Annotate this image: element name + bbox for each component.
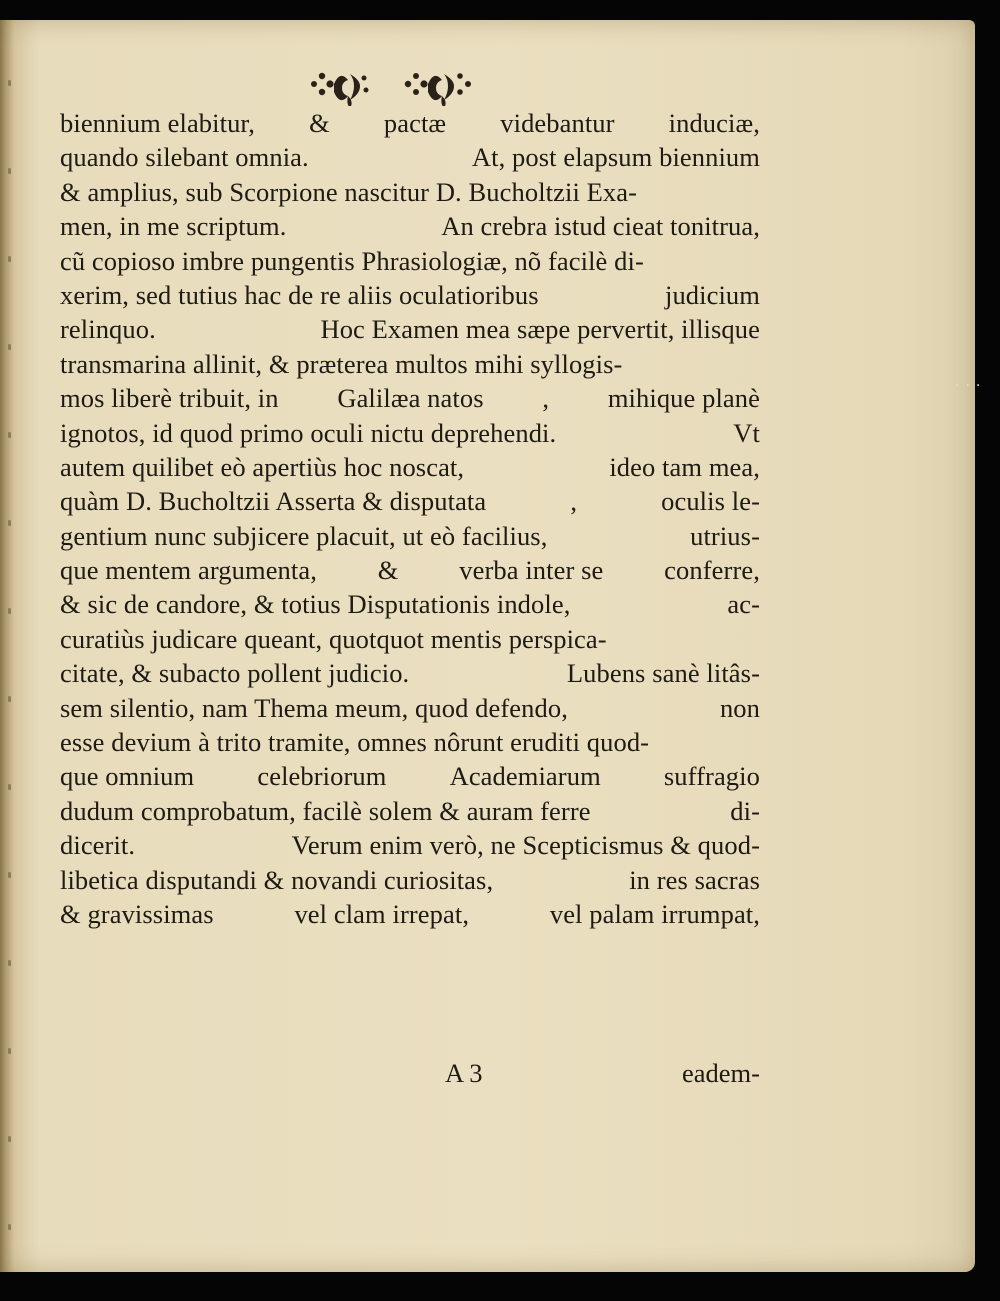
text-segment: que omnium bbox=[60, 761, 195, 792]
text-line bbox=[60, 519, 760, 553]
text-line bbox=[60, 794, 760, 828]
text-segment: sem silentio, nam Thema meum, quod defendo, bbox=[60, 692, 568, 723]
binding-dot bbox=[8, 1048, 11, 1054]
text-segment: oculis le- bbox=[661, 486, 760, 517]
text-segment: transmarina allinit, & præterea multos mihi syllogis- bbox=[60, 348, 623, 379]
text-segment: & bbox=[309, 108, 330, 138]
text-segment: quàm D. Bucholtzii Asserta & disputata bbox=[60, 486, 487, 517]
text-line bbox=[60, 278, 760, 312]
text-segment: biennium elabitur, bbox=[60, 108, 256, 138]
text-line bbox=[60, 484, 760, 518]
binding-dot bbox=[8, 80, 11, 86]
text-segment: ac- bbox=[727, 589, 760, 620]
text-segment: relinquo. bbox=[60, 314, 156, 345]
binding-dot bbox=[8, 608, 11, 614]
text-segment: mos liberè tribuit, in bbox=[60, 383, 279, 414]
text-segment: & sic de candore, & totius Disputationis indole, bbox=[60, 589, 571, 620]
text-segment: Vt bbox=[733, 417, 760, 448]
text-segment: & amplius, sub Scorpione nascitur D. Bucholtzii Exa- bbox=[60, 176, 638, 207]
text-segment: , bbox=[542, 383, 550, 414]
text-segment: non bbox=[719, 692, 760, 723]
text-line bbox=[60, 450, 760, 484]
text-line bbox=[60, 140, 760, 174]
text-segment: in res sacras bbox=[629, 864, 760, 895]
binding-dot bbox=[8, 432, 11, 438]
text-segment: videbantur bbox=[500, 108, 615, 138]
text-segment: quando silebant omnia. bbox=[60, 142, 309, 173]
text-segment: Academiarum bbox=[449, 761, 601, 792]
text-segment: curatiùs judicare queant, quotquot mentis perspica- bbox=[60, 623, 607, 654]
text-segment: dicerit. bbox=[60, 830, 136, 861]
binding-dot bbox=[8, 256, 11, 262]
text-line bbox=[60, 725, 760, 759]
text-segment: ideo tam mea, bbox=[609, 451, 760, 482]
text-segment: Lubens sanè litâs- bbox=[566, 658, 760, 689]
edge-marks: ··· bbox=[955, 378, 987, 394]
text-segment: mihique planè bbox=[607, 383, 760, 414]
text-line bbox=[60, 897, 760, 931]
ornament-headpiece-icon bbox=[298, 62, 488, 106]
text-segment: ignotos, id quod primo oculi nictu deprehendi. bbox=[60, 417, 557, 448]
text-segment: que mentem argumenta, bbox=[60, 555, 317, 586]
text-line bbox=[60, 244, 760, 278]
text-segment: dudum comprobatum, facilè solem & auram ferre bbox=[60, 795, 591, 826]
text-line bbox=[60, 622, 760, 656]
text-segment: & gravissimas bbox=[60, 898, 214, 929]
binding-dot bbox=[8, 872, 11, 878]
text-segment: An crebra istud cieat tonitrua, bbox=[441, 211, 760, 242]
text-line bbox=[60, 209, 760, 243]
text-segment: vel clam irrepat, bbox=[294, 898, 470, 929]
text-segment: utrius- bbox=[690, 520, 760, 551]
catchword: eadem- bbox=[682, 1058, 760, 1088]
binding-dot bbox=[8, 696, 11, 702]
binding-dot bbox=[8, 344, 11, 350]
text-segment: xerim, sed tutius hac de re aliis oculatioribus bbox=[60, 279, 539, 310]
text-segment: Verum enim verò, ne Scepticismus & quod- bbox=[291, 830, 760, 861]
text-segment: conferre, bbox=[664, 555, 760, 586]
text-segment: Galilæa natos bbox=[337, 383, 484, 414]
text-segment: esse devium à trito tramite, omnes nôrunt eruditi quod- bbox=[60, 727, 650, 758]
text-segment: citate, & subacto pollent judicio. bbox=[60, 658, 410, 689]
signature-mark: A 3 bbox=[445, 1058, 483, 1088]
binding-dot bbox=[8, 520, 11, 526]
text-line bbox=[60, 106, 760, 140]
text-segment: Hoc Examen mea sæpe pervertit, illisque bbox=[320, 314, 760, 345]
binding-dot bbox=[8, 784, 11, 790]
text-line bbox=[60, 656, 760, 690]
text-segment: celebriorum bbox=[257, 761, 387, 792]
text-segment: di- bbox=[730, 795, 760, 826]
text-line bbox=[60, 312, 760, 346]
text-segment: suffragio bbox=[663, 761, 760, 792]
binding-dot bbox=[8, 1136, 11, 1142]
binding-dot bbox=[8, 960, 11, 966]
text-segment: vel palam irrumpat, bbox=[549, 898, 760, 929]
body-text bbox=[60, 106, 760, 931]
text-line bbox=[60, 175, 760, 209]
text-segment: autem quilibet eò apertiùs hoc noscat, bbox=[60, 451, 465, 482]
text-segment: , bbox=[570, 486, 578, 517]
text-segment: & bbox=[377, 555, 399, 586]
text-segment: pactæ bbox=[383, 108, 447, 138]
binding-edge bbox=[2, 40, 18, 1290]
text-segment: men, in me scriptum. bbox=[60, 211, 287, 242]
text-line bbox=[60, 587, 760, 621]
page-footer bbox=[60, 1058, 760, 1092]
text-segment: verba inter se bbox=[459, 555, 604, 586]
text-segment: libetica disputandi & novandi curiositas, bbox=[60, 864, 494, 895]
text-segment: induciæ, bbox=[668, 108, 760, 138]
text-line bbox=[60, 863, 760, 897]
text-line bbox=[60, 381, 760, 415]
binding-dot bbox=[8, 1224, 11, 1230]
text-line bbox=[60, 416, 760, 450]
text-segment: gentium nunc subjicere placuit, ut eò facilius, bbox=[60, 520, 548, 551]
text-line bbox=[60, 347, 760, 381]
text-segment: judicium bbox=[664, 279, 760, 310]
text-line bbox=[60, 553, 760, 587]
text-line bbox=[60, 759, 760, 793]
text-line bbox=[60, 828, 760, 862]
text-segment: cũ copioso imbre pungentis Phrasiologiæ, nõ facilè di- bbox=[60, 245, 644, 276]
binding-dot bbox=[8, 168, 11, 174]
text-segment: At, post elapsum biennium bbox=[471, 142, 760, 173]
text-line bbox=[60, 691, 760, 725]
